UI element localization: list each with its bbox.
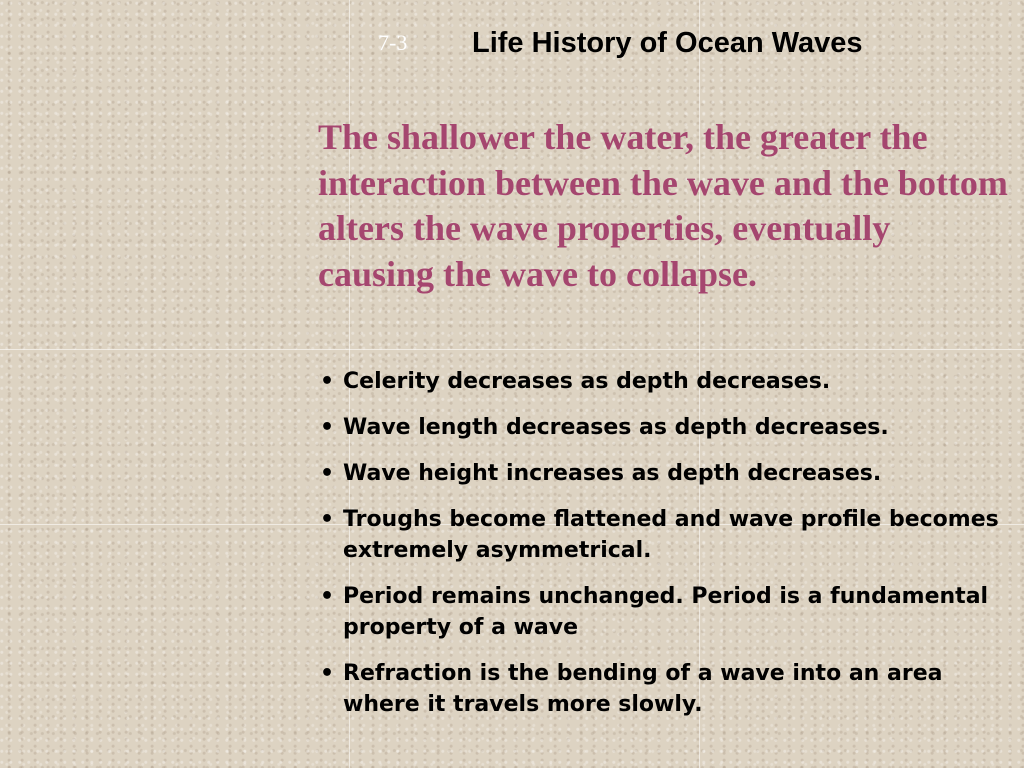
bullet-item (320, 412, 1000, 443)
grid-line-horizontal-1 (0, 349, 1024, 350)
bullet-text: Celerity decreases as depth decreases. (343, 369, 831, 394)
bullet-list (320, 366, 1000, 735)
bullet-icon: • (320, 661, 335, 686)
bullet-text: Troughs become flattened and wave profile becomes extremely asymmetrical. (343, 507, 999, 563)
bullet-text: Period remains unchanged. Period is a fundamental property of a wave (343, 584, 989, 640)
bullet-icon: • (320, 461, 335, 486)
bullet-text: Wave length decreases as depth decreases. (343, 415, 889, 440)
bullet-icon: • (320, 507, 335, 532)
slide-number: 7-3 (378, 30, 408, 55)
bullet-text: Refraction is the bending of a wave into an area where it travels more slowly. (343, 661, 943, 717)
bullet-icon: • (320, 369, 335, 394)
bullet-item (320, 658, 1000, 720)
bullet-icon: • (320, 415, 335, 440)
bullet-icon: • (320, 584, 335, 609)
bullet-text: Wave height increases as depth decreases. (343, 461, 882, 486)
bullet-item (320, 366, 1000, 397)
bullet-item (320, 581, 1000, 643)
bullet-item (320, 504, 1000, 566)
slide-title: Life History of Ocean Waves (472, 27, 863, 59)
bullet-item (320, 458, 1000, 489)
lead-paragraph: The shallower the water, the greater the interaction between the wave and the bottom alters the wave properties, eventually causing the wave to collapse. (318, 117, 1008, 294)
